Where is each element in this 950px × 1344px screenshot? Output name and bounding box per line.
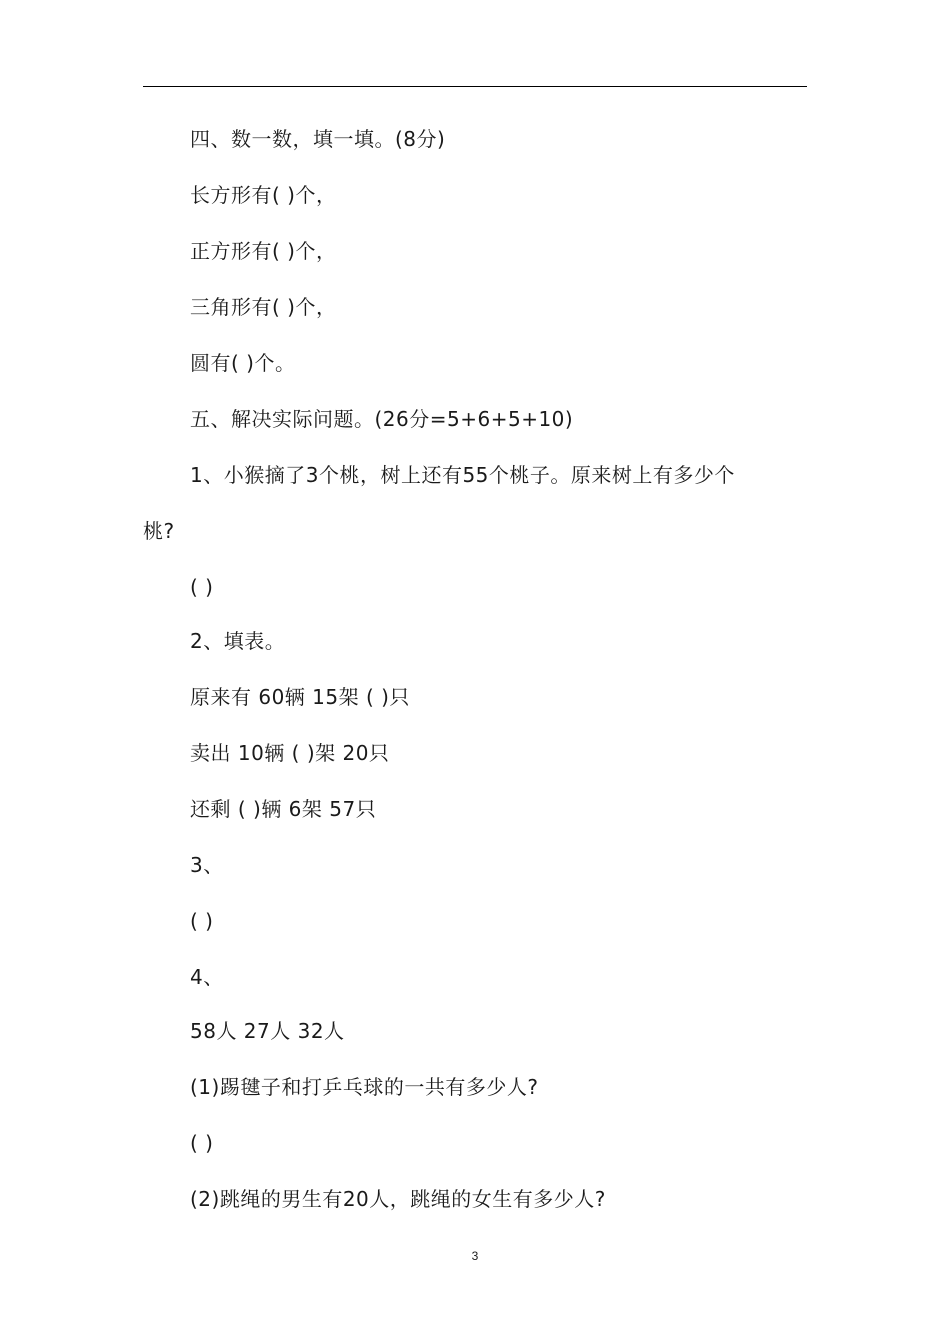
triangle-count-line: 三角形有( )个， [190,295,337,319]
rectangle-count-line: 长方形有( )个， [190,183,337,207]
page-number: 3 [471,1249,479,1263]
question-1-text: 1、小猴摘了3个桃，树上还有55个桃子。原来树上有多少个 [190,463,735,487]
circle-count-line: 圆有( )个。 [190,351,296,375]
table-row-original: 原来有 60辆 15架 ( )只 [190,685,410,709]
question-2-heading: 2、填表。 [190,629,286,653]
question-4-heading: 4、 [190,965,224,989]
question-1-answer-blank: ( ) [190,575,214,599]
section-four-heading: 四、数一数，填一填。(8分) [190,127,446,151]
question-4-part-2: (2)跳绳的男生有20人，跳绳的女生有多少人? [190,1187,606,1211]
header-rule [143,86,807,87]
square-count-line: 正方形有( )个， [190,239,337,263]
table-row-remaining: 还剩 ( )辆 6架 57只 [190,797,377,821]
question-3-heading: 3、 [190,853,224,877]
question-1-text-continued: 桃? [143,519,175,543]
question-4-part-1: (1)踢毽子和打乒乓球的一共有多少人? [190,1075,539,1099]
table-row-sold: 卖出 10辆 ( )架 20只 [190,741,390,765]
question-4-part-1-answer-blank: ( ) [190,1131,214,1155]
question-4-people-counts: 58人 27人 32人 [190,1019,345,1043]
section-five-heading: 五、解决实际问题。(26分=5+6+5+10) [190,407,574,431]
question-3-answer-blank: ( ) [190,909,214,933]
